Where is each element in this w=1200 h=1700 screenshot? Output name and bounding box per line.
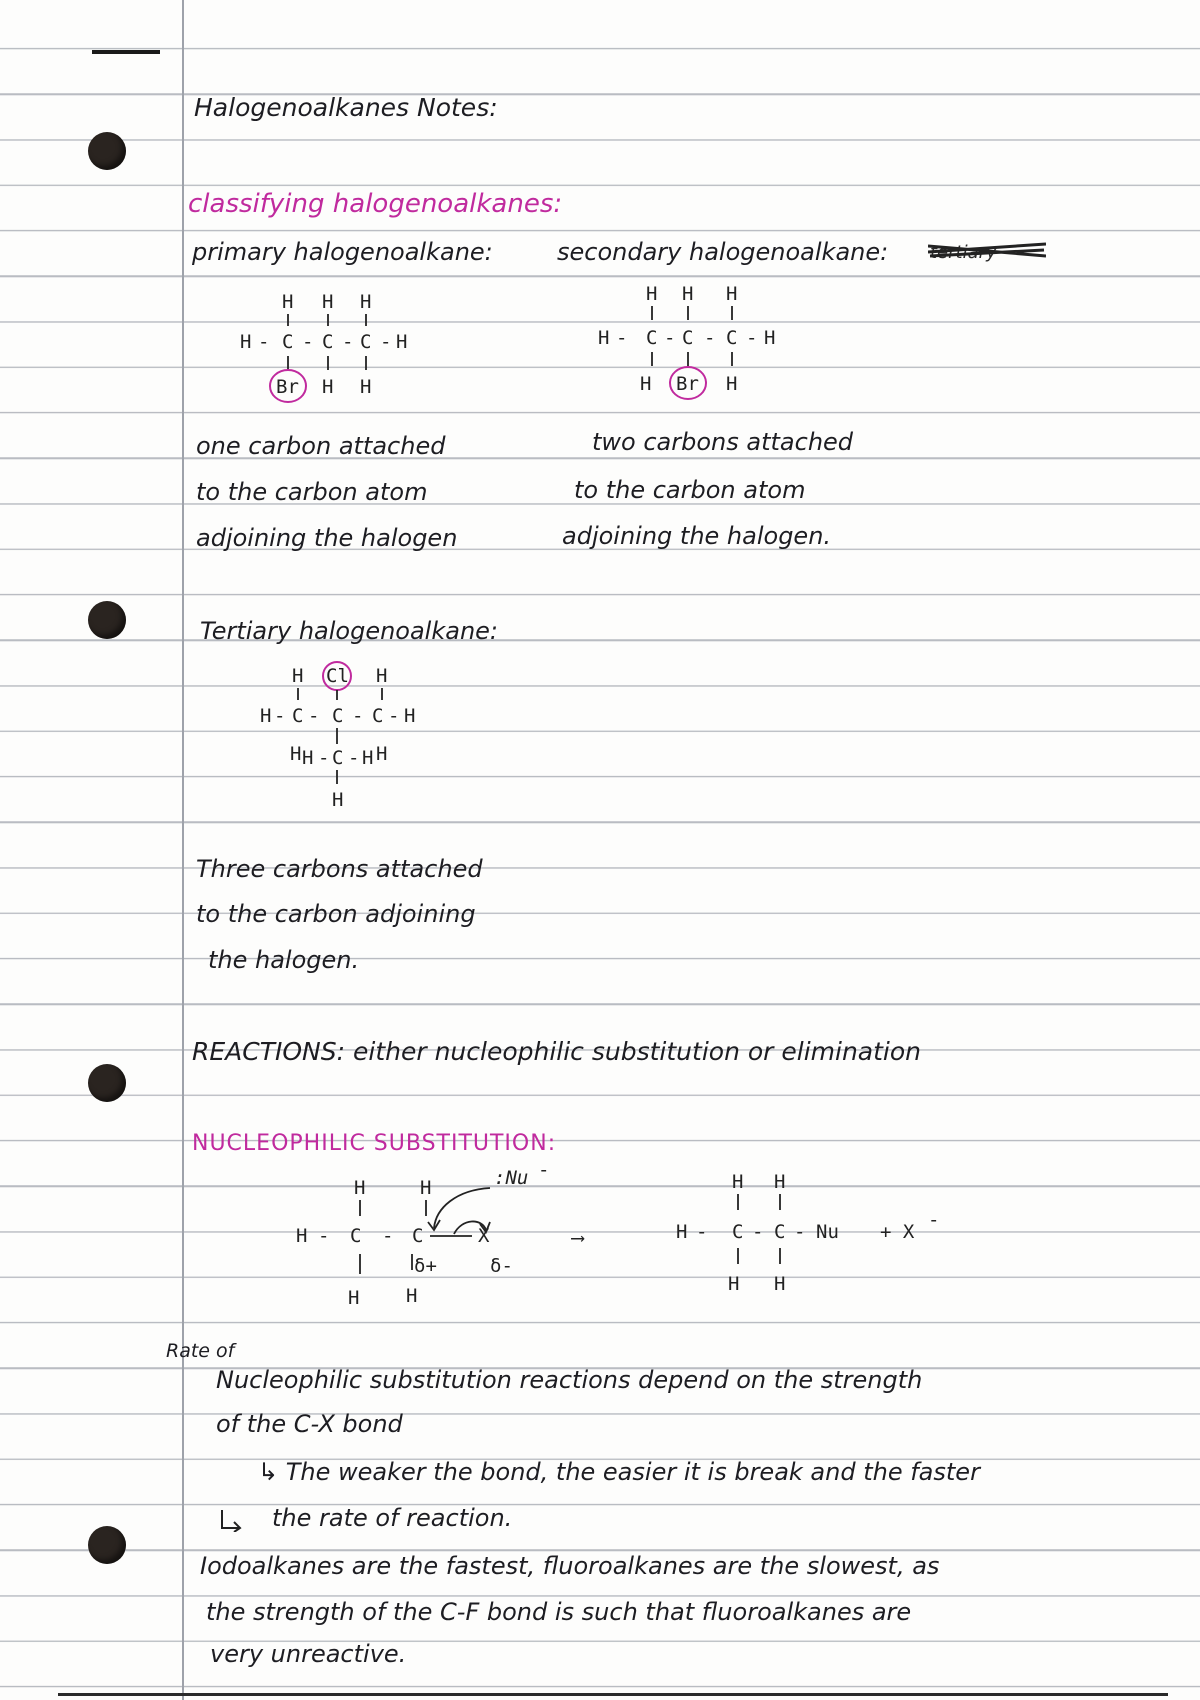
svg-text:Br: Br: [676, 373, 699, 395]
svg-text:H: H: [420, 1177, 432, 1199]
svg-text:C: C: [726, 327, 738, 349]
svg-text:H: H: [682, 283, 694, 305]
svg-text:H: H: [726, 373, 738, 395]
svg-text:H: H: [354, 1177, 366, 1199]
svg-text:-: -: [258, 331, 270, 353]
svg-text:-: -: [348, 747, 360, 769]
svg-text:H: H: [774, 1171, 786, 1193]
punch-hole-1: [88, 132, 126, 170]
svg-text:-: -: [616, 327, 628, 349]
secondary-desc-line-3: adjoining the halogen.: [562, 522, 832, 550]
tertiary-label: Tertiary halogenoalkane:: [200, 617, 499, 645]
primary-desc-line-3: adjoining the halogen: [196, 524, 458, 552]
svg-text:H: H: [406, 1285, 418, 1307]
crossed-out-word: [928, 238, 1046, 264]
svg-text:⟶: ⟶: [572, 1227, 584, 1249]
rate-line-4: the rate of reaction.: [272, 1504, 513, 1532]
svg-text:C: C: [282, 331, 294, 353]
tertiary-desc-line-3: the halogen.: [208, 946, 360, 974]
svg-text:C: C: [774, 1221, 786, 1243]
rate-margin-note: Rate of: [166, 1340, 235, 1362]
svg-text:C: C: [322, 331, 334, 353]
punch-hole-3: [88, 1064, 126, 1102]
svg-text:-: -: [746, 327, 758, 349]
primary-desc-line-2: to the carbon atom: [196, 478, 428, 506]
svg-text:H: H: [348, 1287, 360, 1309]
rate-line-3: ↳ The weaker the bond, the easier it is break and the faster: [258, 1458, 980, 1486]
svg-text:C: C: [332, 705, 344, 727]
svg-text:H: H: [240, 331, 252, 353]
svg-text:-: -: [704, 327, 716, 349]
svg-text:H: H: [728, 1273, 740, 1295]
svg-text:H: H: [404, 705, 416, 727]
secondary-desc-line-1: two carbons attached: [592, 428, 854, 456]
page-title: Halogenoalkanes Notes:: [194, 93, 498, 122]
svg-text:-: -: [352, 705, 364, 727]
svg-text:C: C: [732, 1221, 744, 1243]
tertiary-desc-line-2: to the carbon adjoining: [196, 900, 476, 928]
svg-text:H: H: [598, 327, 610, 349]
svg-text:-: -: [538, 1159, 550, 1181]
tertiary-structure: [256, 660, 456, 832]
nucleophilic-substitution-heading: NUCLEOPHILIC SUBSTITUTION:: [192, 1131, 557, 1156]
svg-text:H: H: [290, 743, 302, 765]
bracket-arrow-icon: [218, 1508, 244, 1532]
svg-text:δ-: δ-: [490, 1255, 513, 1277]
svg-text:H: H: [332, 789, 344, 811]
primary-desc-line-1: one carbon attached: [196, 432, 446, 460]
reactions-heading: REACTIONS: either nucleophilic substitution or elimination: [192, 1037, 922, 1066]
svg-text:δ+: δ+: [414, 1255, 437, 1277]
rate-line-7: very unreactive.: [210, 1640, 407, 1668]
svg-text:H: H: [282, 291, 294, 313]
svg-text:H: H: [732, 1171, 744, 1193]
punch-hole-4: [88, 1526, 126, 1564]
svg-text:X: X: [478, 1225, 490, 1247]
svg-text:H: H: [646, 283, 658, 305]
svg-text:Nu: Nu: [816, 1221, 839, 1243]
svg-text:H: H: [676, 1221, 688, 1243]
svg-text:H: H: [726, 283, 738, 305]
svg-text:-: -: [380, 331, 392, 353]
svg-text:C: C: [350, 1225, 362, 1247]
svg-text:C: C: [412, 1225, 424, 1247]
svg-text:H: H: [396, 331, 408, 353]
svg-text:-: -: [318, 747, 330, 769]
svg-text:H: H: [322, 376, 334, 398]
svg-text:H: H: [302, 747, 314, 769]
svg-text:-: -: [388, 705, 400, 727]
svg-text:C: C: [332, 747, 344, 769]
svg-text:-: -: [342, 331, 354, 353]
svg-text:H: H: [774, 1273, 786, 1295]
rate-line-2: of the C-X bond: [216, 1410, 403, 1438]
primary-structure: [236, 288, 436, 416]
svg-text:H: H: [376, 665, 388, 687]
svg-text:-: -: [696, 1221, 708, 1243]
svg-text:-: -: [794, 1221, 806, 1243]
svg-text:H: H: [360, 291, 372, 313]
svg-text:H: H: [292, 665, 304, 687]
secondary-label: secondary halogenoalkane:: [557, 238, 889, 266]
top-dash: [92, 50, 160, 54]
page-bottom-edge: [58, 1693, 1168, 1696]
svg-text:H: H: [362, 747, 374, 769]
svg-text:-: -: [664, 327, 676, 349]
svg-text:C: C: [646, 327, 658, 349]
punch-hole-2: [88, 601, 126, 639]
svg-text:C: C: [372, 705, 384, 727]
svg-text:-: -: [382, 1225, 394, 1247]
svg-text:H: H: [322, 291, 334, 313]
svg-text:C: C: [360, 331, 372, 353]
svg-text:-: -: [308, 705, 320, 727]
svg-text:C: C: [682, 327, 694, 349]
svg-text:H: H: [376, 743, 388, 765]
nucleophilic-substitution-scheme: [286, 1159, 986, 1322]
secondary-structure: [596, 278, 796, 418]
secondary-desc-line-2: to the carbon atom: [574, 476, 806, 504]
svg-text:-: -: [928, 1209, 940, 1231]
margin-rule: [182, 0, 184, 1700]
svg-text:-: -: [752, 1221, 764, 1243]
svg-text:-: -: [274, 705, 286, 727]
rate-line-5: Iodoalkanes are the fastest, fluoroalkanes are the slowest, as: [200, 1552, 940, 1580]
svg-text:C: C: [292, 705, 304, 727]
svg-text:H: H: [296, 1225, 308, 1247]
svg-text:+ X: + X: [880, 1221, 915, 1243]
svg-text:H: H: [764, 327, 776, 349]
svg-text::Nu: :Nu: [494, 1167, 529, 1189]
svg-text:tertiary: tertiary: [930, 242, 997, 263]
svg-text:H: H: [640, 373, 652, 395]
svg-text:-: -: [302, 331, 314, 353]
rate-line-6: the strength of the C-F bond is such that fluoroalkanes are: [206, 1598, 912, 1626]
svg-text:Cl: Cl: [326, 665, 349, 687]
classifying-heading: classifying halogenoalkanes:: [188, 189, 563, 219]
svg-text:H: H: [260, 705, 272, 727]
svg-text:-: -: [318, 1225, 330, 1247]
primary-label: primary halogenoalkane:: [192, 238, 493, 266]
tertiary-desc-line-1: Three carbons attached: [196, 855, 483, 883]
svg-text:H: H: [360, 376, 372, 398]
rate-line-1: Nucleophilic substitution reactions depend on the strength: [216, 1366, 923, 1394]
svg-text:Br: Br: [276, 376, 299, 398]
